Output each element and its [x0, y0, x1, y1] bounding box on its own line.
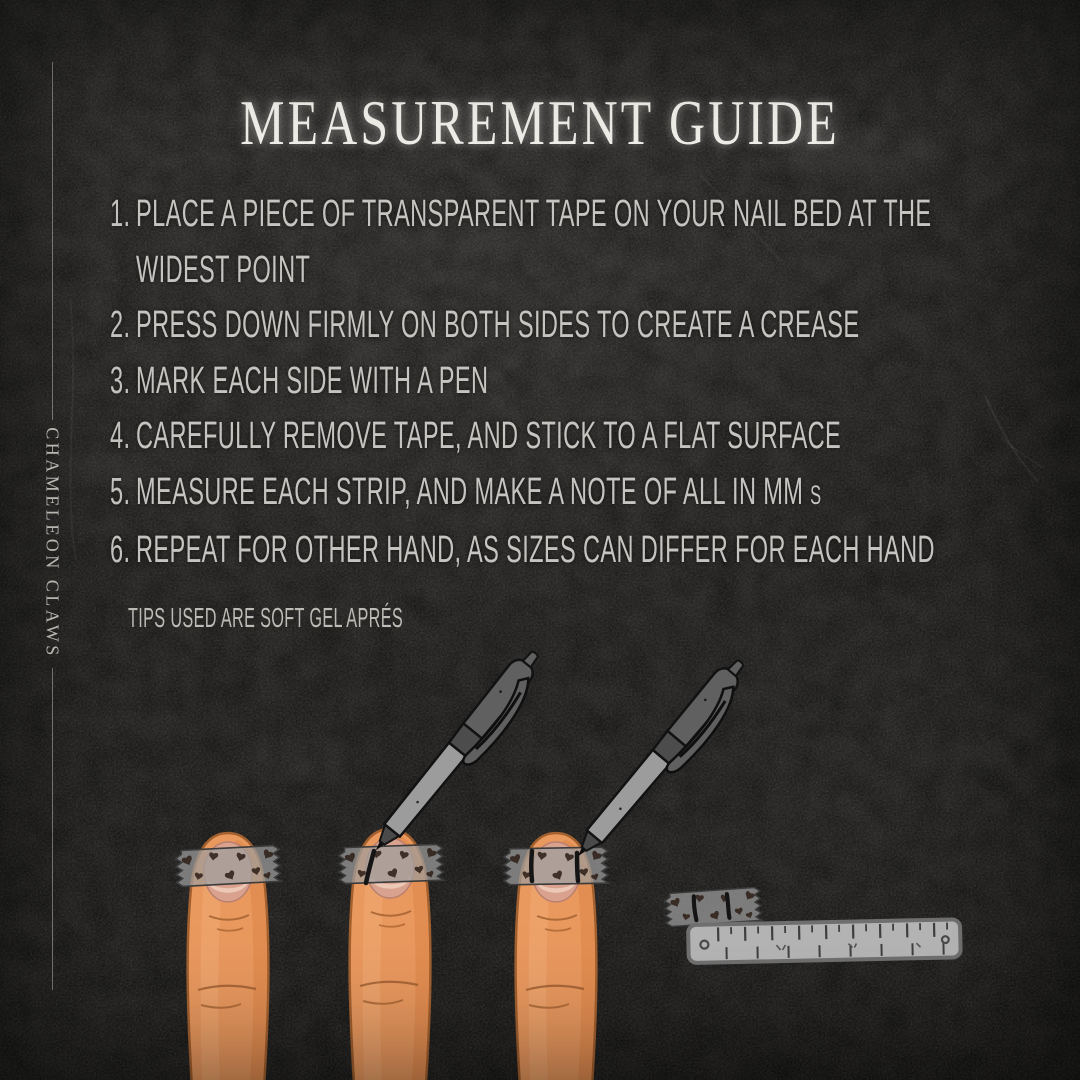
step-number: 2.: [110, 304, 131, 346]
pen-mark: [531, 851, 532, 881]
step-text: MARK EACH SIDE WITH A PEN: [136, 359, 489, 402]
brand-name: CHAMELEON CLAWS: [42, 427, 63, 659]
step-text: PLACE A PIECE OF TRANSPARENT TAPE ON YOUR NAIL BED AT THE: [136, 193, 932, 235]
ruler-icon: [688, 919, 961, 963]
marked-tape-strip-icon: [664, 887, 762, 927]
step-text: CAREFULLY REMOVE TAPE, AND STICK TO A FLAT SURFACE: [136, 415, 842, 457]
marker-pen-icon-2: [568, 654, 760, 872]
pen-mark: [577, 853, 578, 881]
step-text: PRESS DOWN FIRMLY ON BOTH SIDES TO CREATE A CREASE: [136, 304, 860, 346]
step-number: 3.: [110, 359, 131, 402]
marker-pen-icon-1: [366, 645, 555, 866]
tips-note: TIPS USED ARE SOFT GEL APRÉS: [128, 602, 404, 633]
step-text-suffix: S: [810, 479, 822, 510]
step-number: 4.: [110, 415, 131, 457]
page-title: MEASUREMENT GUIDE: [240, 86, 840, 158]
step-text: WIDEST POINT: [136, 248, 311, 291]
step-number: 1.: [110, 193, 131, 235]
finger-tape-icon-1: [175, 833, 281, 1080]
step-text: REPEAT FOR OTHER HAND, AS SIZES CAN DIFFER FOR EACH HAND: [136, 529, 935, 571]
step-text: MEASURE EACH STRIP, AND MAKE A NOTE OF ALL IN MM S: [136, 470, 822, 513]
finger-tape-icon-3: [504, 654, 760, 1080]
step-number: 5.: [110, 470, 131, 513]
step-number: 6.: [110, 529, 131, 571]
